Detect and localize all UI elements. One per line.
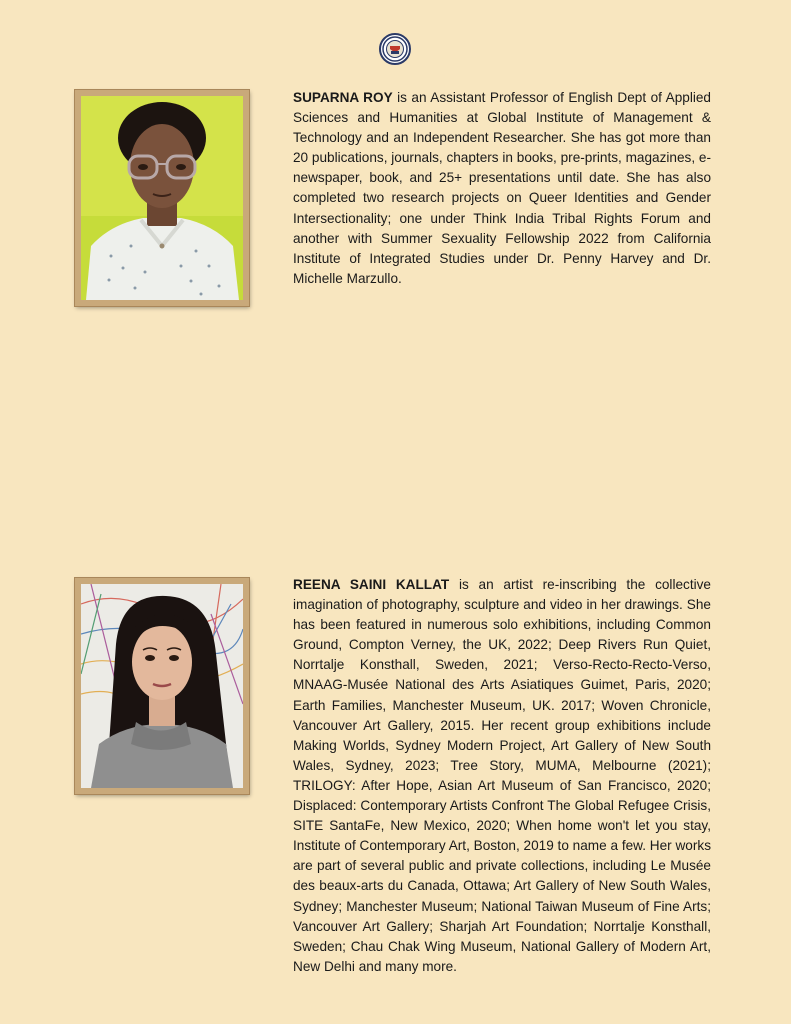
profile-photo-reena-saini-kallat xyxy=(75,578,249,794)
bio-suparna-roy xyxy=(293,88,711,289)
profile-photo-suparna-roy xyxy=(75,90,249,306)
profile-name: REENA SAINI KALLAT xyxy=(293,577,450,592)
profile-bio: is an artist re-inscribing the collective imagination of photography, sculpture and video in her drawings. She has been featured in numerous solo exhibitions, including Common Ground, Compton Verney, the UK, 2022; Deep Rivers Run Quiet, Norrtalje Konsthall, Sweden, 2021; Verso-Recto-Recto-Verso, MNAAG-Musée National des Arts Asiatiques Guimet, Paris, 2020; Earth Families, Manchester Museum, UK. 2017; Woven Chronicle, Vancouver Art Gallery, 2015. Her recent group exhibitions include Making Worlds, Sydney Modern Project, Art Gallery of New South Wales, Sydney, 2023; Tree Story, MUMA, Melbourne (2021); TRILOGY: After Hope, Asian Art Museum of San Francisco, 2020; Displaced: Contemporary Artists Confront The Global Refugee Crisis, SITE SantaFe, New Mexico, 2020; When home won't let you stay, Institute of Contemporary Art, Boston, 2019 to name a few. Her works are part of several public and private collections, including Le Musée des beaux-arts du Canada, Ottawa; Art Gallery of New South Wales, Sydney; Manchester Museum; National Taiwan Museum of Fine Arts; Vancouver Art Gallery; Sharjah Art Foundation; Norrtalje Konsthall, Sweden; Chau Chak Wing Museum, National Gallery of Modern Art, New Delhi and many more. xyxy=(293,577,711,974)
institution-logo xyxy=(379,33,411,65)
profile-name: SUPARNA ROY xyxy=(293,90,393,105)
profile-bio: is an Assistant Professor of English Dept of Applied Sciences and Humanities at Global Institute of Management & Technology and an Independent Researcher. She has got more than 20 publications, journals, chapters in books, pre-prints, magazines, e-newspaper, book, and 25+ presentations until date. She has also completed two research projects on Queer Identities and Gender Intersectionality; one under Think India Tribal Rights Forum and another with Summer Sexuality Fellowship 2022 from California Institute of Integrated Studies under Dr. Penny Harvey and Dr. Michelle Marzullo. xyxy=(293,90,711,286)
bio-reena-saini-kallat xyxy=(293,575,711,977)
